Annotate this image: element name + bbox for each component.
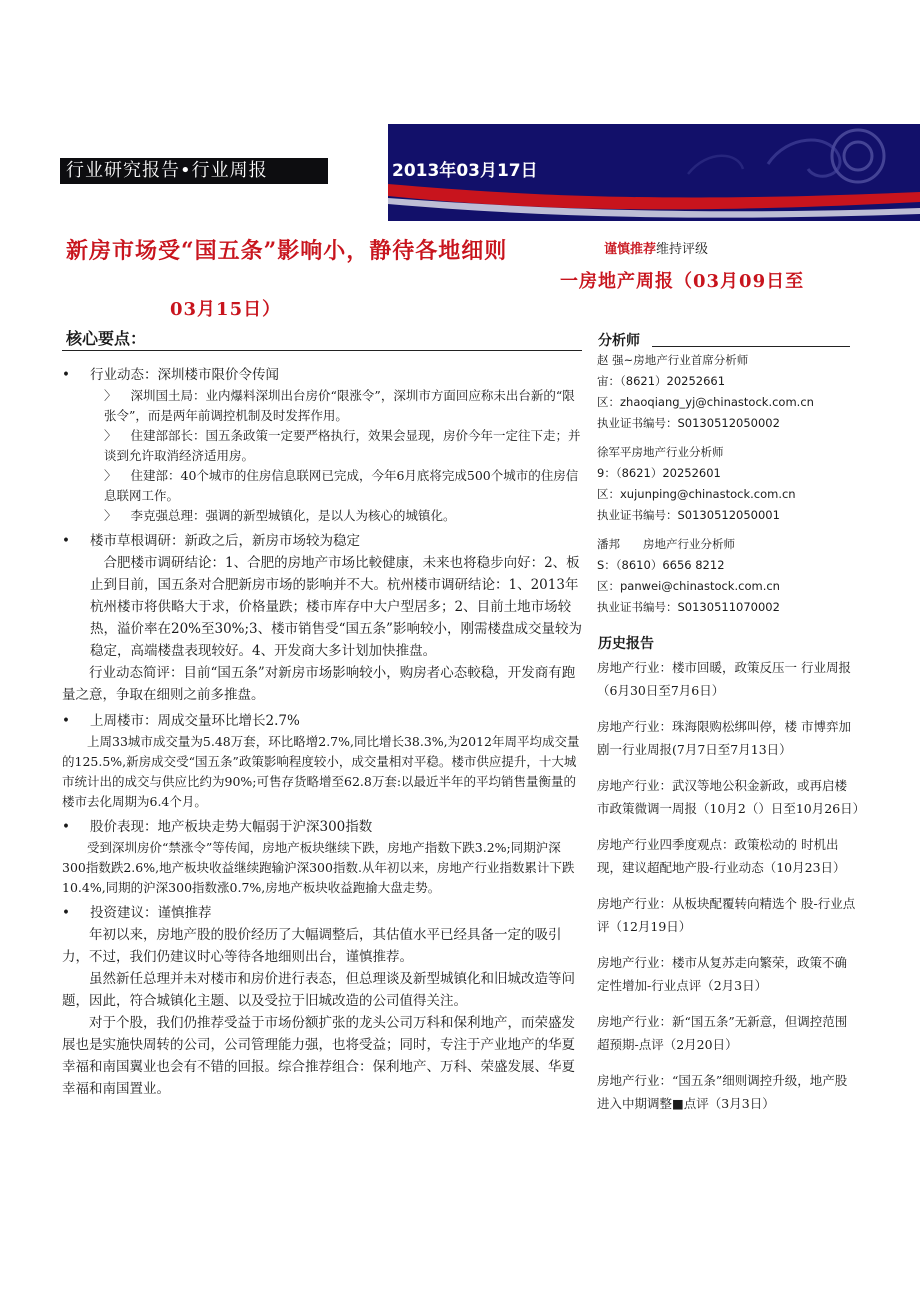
section-grassroots-survey (62, 530, 582, 552)
analyst-card (597, 350, 897, 434)
news-item: 〉 李克强总理：强调的新型城镇化，是以人为核心的城镇化。 (104, 508, 456, 523)
core-points-body (62, 360, 582, 1100)
subtitle-line-1: 一房地产周报（03月09日至 (560, 271, 805, 292)
report-type-label: 行业研究报告•行业周报 (60, 158, 328, 184)
arrow-icon: 〉 (104, 388, 117, 403)
analyst-cert: 执业证书编号：S0130512050001 (597, 508, 780, 522)
bullet-icon: • (62, 713, 70, 729)
section-title: 投资建议：谨慎推荐 (90, 905, 212, 921)
analyst-card (597, 534, 897, 618)
news-item: 〉 住建部部长：国五条政策一定要严格执行，效果会显现，房价今年一定往下走；并谈到允许取消经济适用房。 (104, 428, 581, 463)
weekly-market-text: 上周33城市成交量为5.48万套，环比略增2.7%,同比增长38.3%,为2012年周平均成交量的125.5%,新房成交受“国五条”政策影响程度较小，成交量相对平稳。楼市供应提升，十大城市统计出的成交与供应比约为90%;可售存货略增至62.8万套:以最近半年的平均销售量衡量的楼市去化周期为6.4个月。 (62, 734, 580, 809)
section-weekly-market (62, 710, 582, 732)
analyst-email[interactable]: 区：zhaoqiang_yj@chinastock.com.cn (597, 395, 814, 409)
analyst-card (597, 442, 897, 526)
analyst-email[interactable]: 区：panwei@chinastock.com.cn (597, 579, 780, 593)
analyst-phone: 9：（8621）20252601 (597, 466, 721, 480)
section-industry-news (62, 364, 582, 386)
analyst-cert: 执业证书编号：S0130512050002 (597, 416, 780, 430)
history-item[interactable]: 房地产行业：楼市回暖，政策反压一 行业周报（6月30日至7月6日） (597, 660, 851, 698)
section-title: 楼市草根调研：新政之后，新房市场较为稳定 (90, 533, 360, 549)
analyst-list (597, 350, 897, 626)
analyst-phone: S：（8610）6656 8212 (597, 558, 725, 572)
subtitle-line-2: 03月15日） (170, 299, 282, 320)
analyst-cert: 执业证书编号：S0130511070002 (597, 600, 780, 614)
history-item[interactable]: 房地产行业：“国五条”细则调控升级，地产股进入中期调整■点评（3月3日） (597, 1073, 848, 1111)
arrow-icon: 〉 (104, 428, 117, 443)
rating-recommend: 谨慎推荐 (604, 242, 657, 257)
analyst-email[interactable]: 区：xujunping@chinastock.com.cn (597, 487, 796, 501)
stock-performance-text: 受到深圳房价“禁涨令”等传闻，房地产板块继续下跌，房地产指数下跌3.2%;同期沪深300指数跌2.6%,地产板块收益继续跑输沪深300指数.从年初以来，房地产行业指数累计下跌10.4%,同期的沪深300指数涨0.7%,房地产板块收益跑揄大盘走势。 (62, 840, 575, 895)
core-points-title: 核心要点： (66, 329, 147, 348)
advice-paragraph: 虽然新任总理并未对楼市和房价进行表态，但总理谈及新型城镇化和旧城改造等问题，因此，符合城镇化主题、以及受拉于旧城改造的公司值得关注。 (62, 971, 575, 1009)
history-item[interactable]: 房地产行业：从板块配覆转向精选个 股-行业点评（12月19日） (597, 896, 856, 934)
advice-paragraph: 对于个股，我们仍推荐受益于市场份额扩张的龙头公司万科和保利地产，而荣盛发展也是实施快周转的公司，公司管理能力强，也将受益；同时，专注于产业地产的华夏幸福和南国翼业也会有不错的回报。综合推荐组合：保利地产、万科、荣盛发展、华夏幸福和南国置业。 (62, 1015, 575, 1097)
rating-suffix: 维持评级 (656, 242, 709, 257)
analyst-divider (652, 346, 850, 347)
analyst-name: 徐军平房地产行业分析师 (597, 445, 724, 459)
core-divider (62, 350, 582, 351)
bullet-icon: • (62, 533, 70, 549)
report-date: 2013年03月17日 (392, 161, 538, 181)
section-stock-performance (62, 816, 582, 838)
arrow-icon: 〉 (104, 468, 117, 483)
section-title: 上周楼市：周成交量环比增长2.7% (90, 713, 300, 729)
analyst-phone: 宙：（8621）20252661 (597, 374, 726, 388)
analyst-name: 赵 强~房地产行业首席分析师 (597, 353, 749, 367)
history-item[interactable]: 房地产行业：新“国五条”无新意，但调控范围超预期-点评（2月20日） (597, 1014, 848, 1052)
history-item[interactable]: 房地产行业：武汉等地公积金新政，或再启楼市政策微调一周报（10月2（）日至10月26日） (597, 778, 866, 816)
advice-paragraph: 年初以来，房地产股的股价经历了大幅调整后，其估值水平已经具备一定的吸引力，不过，我们仍建议时心等待各地细则出台，谨慎推荐。 (62, 927, 562, 965)
analyst-title: 分析师 (598, 333, 640, 349)
history-item[interactable]: 房地产行业：楼市从复苏走向繁荣，政策不确定性增加-行业点评（2月3日） (597, 955, 848, 993)
history-title: 历史报告 (598, 636, 654, 652)
history-item[interactable]: 房地产行业：珠海限购松绑叫停，楼 市博弈加剧一行业周报(7月7日至7月13日） (597, 719, 851, 757)
survey-comment: 行业动态简评：目前“国五条”对新房市场影响较小，购房者心态較稳，开发商有跑量之意，争取在细则之前多推盘。 (62, 665, 576, 703)
rating (604, 240, 708, 260)
arrow-icon: 〉 (104, 508, 117, 523)
analyst-name: 潘邦 房地产行业分析师 (597, 537, 735, 551)
headline: 新房市场受“国五条”影响小，静待各地细则 (66, 238, 508, 264)
section-title: 行业动态：深圳楼市限价令传闻 (90, 367, 279, 383)
news-item: 〉 住建部：40个城市的住房信息联网已完成，今年6月底将完成500个城市的住房信息联网工作。 (104, 468, 579, 503)
section-investment-advice (62, 902, 582, 924)
bullet-icon: • (62, 905, 70, 921)
news-item: 〉 深圳国土局：业内爆料深圳出台房价“限涨令”，深圳市方面回应称未出台新的“限张令”，而是两年前调控机制及时发挥作用。 (104, 388, 575, 423)
history-list (597, 656, 866, 1128)
survey-text: 合肥楼市调研结论：1、合肥的房地产市场比較健康，未来也将稳步向好：2、板止到目前，国五条对合肥新房市场的影响并不大。杭州楼市调研结论：1、2013年杭州楼市将供略大于求，价格量跌；楼市库存中大户型居多；2、目前土地市场较热，溢价率在20%至30%;3、楼市销售受“国五条”影响较小，刚需楼盘成交量较为稳定，高端楼盘表现较好。4、开发商大多计划加快推盘。 (90, 555, 582, 659)
history-item[interactable]: 房地产行业四季度观点：政策松动的 时机出现，建议超配地产股-行业动态（10月23日） (597, 837, 846, 875)
bullet-icon: • (62, 367, 70, 383)
bullet-icon: • (62, 819, 70, 835)
section-title: 股价表现：地产板块走势大幅弱于沪深300指数 (90, 819, 373, 835)
